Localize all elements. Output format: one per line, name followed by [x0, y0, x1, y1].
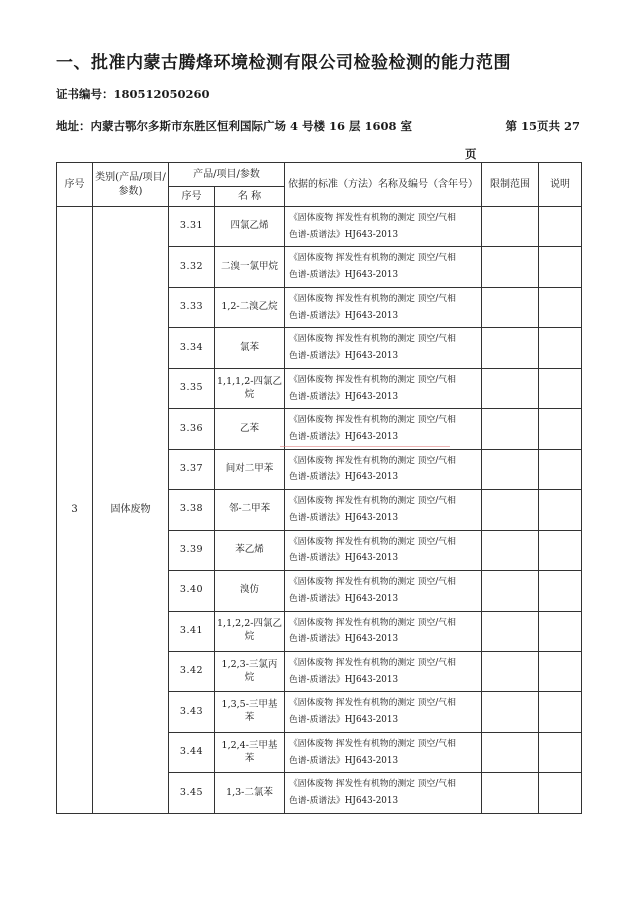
- header-sub-seq: 序号: [169, 187, 215, 207]
- item-number: 3.33: [169, 287, 215, 327]
- item-note: [539, 409, 582, 449]
- item-number: 3.36: [169, 409, 215, 449]
- item-note: [539, 207, 582, 247]
- header-limit: 限制范围: [482, 163, 539, 207]
- standard-line-2: 色谱-质谱法》HJ643-2013: [289, 796, 399, 807]
- header-note: 说明: [539, 163, 582, 207]
- item-name: 邻-二甲苯: [215, 490, 285, 530]
- item-limit: [482, 571, 539, 611]
- item-number: 3.40: [169, 571, 215, 611]
- standard-line-1: 《固体废物 挥发性有机物的测定 顶空/气相: [289, 738, 456, 749]
- item-standard: [285, 287, 482, 327]
- item-limit: [482, 449, 539, 489]
- group-category: 固体废物: [93, 207, 169, 814]
- standard-line-1: 《固体废物 挥发性有机物的测定 顶空/气相: [289, 415, 456, 426]
- group-seq: 3: [57, 207, 93, 814]
- item-name: 四氯乙烯: [215, 207, 285, 247]
- standard-line-1: 《固体废物 挥发性有机物的测定 顶空/气相: [289, 293, 456, 304]
- standard-line-1: 《固体废物 挥发性有机物的测定 顶空/气相: [289, 213, 456, 224]
- header-name: 名 称: [215, 187, 285, 207]
- standard-line-2: 色谱-质谱法》HJ643-2013: [289, 431, 399, 442]
- address-line: [56, 118, 580, 134]
- item-number: 3.44: [169, 732, 215, 772]
- item-standard: [285, 571, 482, 611]
- standard-line-2: 色谱-质谱法》HJ643-2013: [289, 229, 399, 240]
- standard-line-1: 《固体废物 挥发性有机物的测定 顶空/气相: [289, 253, 456, 264]
- item-standard: [285, 692, 482, 732]
- standard-line-1: 《固体废物 挥发性有机物的测定 顶空/气相: [289, 779, 456, 790]
- item-note: [539, 328, 582, 368]
- item-name: 1,3-二氯苯: [215, 773, 285, 814]
- item-name: 1,1,1,2-四氯乙烷: [215, 368, 285, 408]
- standard-line-2: 色谱-质谱法》HJ643-2013: [289, 270, 399, 281]
- standard-line-1: 《固体废物 挥发性有机物的测定 顶空/气相: [289, 698, 456, 709]
- standard-line-1: 《固体废物 挥发性有机物的测定 顶空/气相: [289, 536, 456, 547]
- item-name: 1,2,4-三甲基苯: [215, 732, 285, 772]
- item-standard: [285, 207, 482, 247]
- item-limit: [482, 732, 539, 772]
- item-number: 3.41: [169, 611, 215, 651]
- standard-line-2: 色谱-质谱法》HJ643-2013: [289, 512, 399, 523]
- item-limit: [482, 207, 539, 247]
- standard-line-1: 《固体废物 挥发性有机物的测定 顶空/气相: [289, 374, 456, 385]
- item-limit: [482, 773, 539, 814]
- item-limit: [482, 490, 539, 530]
- item-name: 苯乙烯: [215, 530, 285, 570]
- table-row: [57, 207, 582, 247]
- item-note: [539, 611, 582, 651]
- standard-line-2: 色谱-质谱法》HJ643-2013: [289, 593, 399, 604]
- item-standard: [285, 530, 482, 570]
- item-number: 3.37: [169, 449, 215, 489]
- item-standard: [285, 651, 482, 691]
- item-limit: [482, 530, 539, 570]
- item-number: 3.34: [169, 328, 215, 368]
- standard-line-1: 《固体废物 挥发性有机物的测定 顶空/气相: [289, 617, 456, 628]
- standard-line-1: 《固体废物 挥发性有机物的测定 顶空/气相: [289, 455, 456, 466]
- header-product-group: 产品/项目/参数: [169, 163, 285, 187]
- item-name: 乙苯: [215, 409, 285, 449]
- item-standard: [285, 773, 482, 814]
- item-limit: [482, 611, 539, 651]
- item-note: [539, 247, 582, 287]
- item-number: 3.42: [169, 651, 215, 691]
- item-name: 1,2,3-三氯丙烷: [215, 651, 285, 691]
- item-limit: [482, 247, 539, 287]
- standard-line-2: 色谱-质谱法》HJ643-2013: [289, 553, 399, 564]
- item-name: 二溴一氯甲烷: [215, 247, 285, 287]
- item-standard: [285, 328, 482, 368]
- standard-line-2: 色谱-质谱法》HJ643-2013: [289, 634, 399, 645]
- page-number-continuation: 页: [465, 147, 477, 161]
- item-name: 氯苯: [215, 328, 285, 368]
- item-standard: [285, 449, 482, 489]
- item-name: 溴仿: [215, 571, 285, 611]
- item-note: [539, 368, 582, 408]
- standard-line-2: 色谱-质谱法》HJ643-2013: [289, 715, 399, 726]
- item-number: 3.32: [169, 247, 215, 287]
- item-limit: [482, 692, 539, 732]
- address-text: 地址：内蒙古鄂尔多斯市东胜区恒利国际广场 4 号楼 16 层 1608 室: [56, 119, 413, 133]
- item-standard: [285, 368, 482, 408]
- item-limit: [482, 328, 539, 368]
- item-note: [539, 732, 582, 772]
- item-number: 3.39: [169, 530, 215, 570]
- item-number: 3.31: [169, 207, 215, 247]
- standard-line-1: 《固体废物 挥发性有机物的测定 顶空/气相: [289, 334, 456, 345]
- item-number: 3.35: [169, 368, 215, 408]
- item-number: 3.45: [169, 773, 215, 814]
- standard-line-2: 色谱-质谱法》HJ643-2013: [289, 310, 399, 321]
- item-standard: [285, 247, 482, 287]
- item-name: 1,3,5-三甲基苯: [215, 692, 285, 732]
- item-note: [539, 773, 582, 814]
- standard-line-2: 色谱-质谱法》HJ643-2013: [289, 674, 399, 685]
- item-name: 1,1,2,2-四氯乙烷: [215, 611, 285, 651]
- item-standard: [285, 611, 482, 651]
- item-note: [539, 287, 582, 327]
- standard-line-1: 《固体废物 挥发性有机物的测定 顶空/气相: [289, 496, 456, 507]
- item-limit: [482, 287, 539, 327]
- item-name: 间对二甲苯: [215, 449, 285, 489]
- standard-line-1: 《固体废物 挥发性有机物的测定 顶空/气相: [289, 658, 456, 668]
- item-note: [539, 530, 582, 570]
- item-limit: [482, 409, 539, 449]
- item-note: [539, 651, 582, 691]
- item-standard: [285, 409, 482, 449]
- page-title: 一、批准内蒙古腾烽环境检测有限公司检验检测的能力范围: [56, 53, 511, 73]
- standard-line-2: 色谱-质谱法》HJ643-2013: [289, 755, 399, 766]
- header-category: 类别(产品/项目/参数): [93, 163, 169, 207]
- standard-line-2: 色谱-质谱法》HJ643-2013: [289, 391, 399, 402]
- item-note: [539, 692, 582, 732]
- annotation-mark: [280, 446, 450, 447]
- header-standard: 依据的标准（方法）名称及编号（含年号）: [285, 163, 482, 207]
- item-standard: [285, 732, 482, 772]
- item-limit: [482, 651, 539, 691]
- item-number: 3.38: [169, 490, 215, 530]
- item-number: 3.43: [169, 692, 215, 732]
- item-note: [539, 490, 582, 530]
- capability-table: [56, 162, 582, 814]
- item-name: 1,2-二溴乙烷: [215, 287, 285, 327]
- item-note: [539, 449, 582, 489]
- standard-line-2: 色谱-质谱法》HJ643-2013: [289, 351, 399, 362]
- item-limit: [482, 368, 539, 408]
- standard-line-1: 《固体废物 挥发性有机物的测定 顶空/气相: [289, 577, 456, 588]
- header-seq: 序号: [57, 163, 93, 207]
- page-number: 第 15页共 27: [505, 119, 580, 133]
- standard-line-2: 色谱-质谱法》HJ643-2013: [289, 472, 399, 483]
- certificate-number: 证书编号：180512050260: [56, 87, 210, 101]
- item-standard: [285, 490, 482, 530]
- item-note: [539, 571, 582, 611]
